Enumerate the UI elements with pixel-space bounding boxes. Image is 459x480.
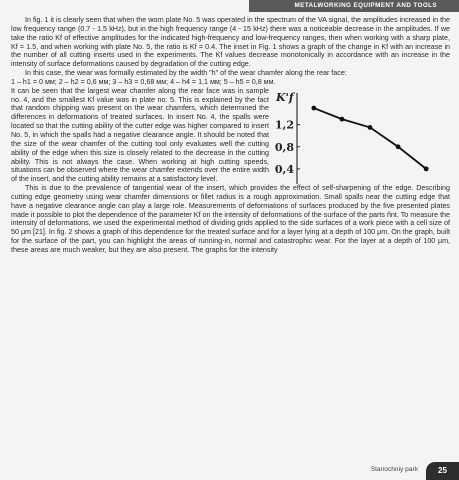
footer-brand: Stanochniy park xyxy=(370,466,418,473)
y-tick-label: 0,8 xyxy=(274,140,294,154)
wear-measurements: 1 – h1 = 0 мм; 2 – h2 = 0,6 мм; 3 – h3 = 0,68 мм; 4 – h4 = 1,1 мм; 5 – h5 = 0,8 мм. xyxy=(11,77,276,86)
kf-chart-svg xyxy=(273,87,450,184)
paragraph-4: This is due to the prevalence of tangential wear of the insert, which provides the effect of self-sharpening of the edge. Describing cutting edge geometry using wear chamfer dimensions or fillet radius is a rough approximation. Small spalls near the cutting edge that have a negative clearance angle can play a large role. Measurements of deformations of surfaces produced by the five presented plates made it possible to plot the dependence of the parameter Kf on the intensity of deformations of the surface of the parts ñnt. To measure the intensity of deformations, we used the experimental method of dividing grids applied to the side surfaces of a work piece with a cell size of 50 μm [21]. In fig. 2 shows a graph of this dependence for the treated surface and for a layer lying at a depth of 100 μm. On the graph, built for the surface of the part, you can highlight the areas of running-in, normal and catastrophic wear. For the layer at a depth of 100 μm, these areas are much weaker, but they are also present. The graphs for the intensity xyxy=(11,184,450,254)
kf-data-point xyxy=(340,116,345,121)
y-tick-label: 0,4 xyxy=(274,162,294,176)
kf-data-point xyxy=(424,166,429,171)
header-bar xyxy=(0,0,459,12)
kf-data-point xyxy=(311,105,316,110)
y-axis-label: K'f xyxy=(276,90,294,104)
page-number: 25 xyxy=(426,462,459,480)
paragraph-3: It can be seen that the largest wear chamfer along the rear face was in sample no. 4, and the smallest Kf value was in plate no. 5. This is explained by the fact that random chipping was present on the wear chamfers, which determined the differences in deformations of treated surfaces. In insert No. 4, the spalls were located so that the cutting ability of the cutter edge was higher compared to insert No. 5, in which the spalls had a negative clearance angle. It should be noted that the size of the wear chamfer of the cutting tool only evaluates well the cutting ability of the edge when this size is closely related to the decrease in the cutting ability. This is not always the case. When working at high cutting speeds, situations can be observed where the wear chamfer extends over the entire width of the insert, and the cutting ability remains at a satisfactory level. xyxy=(11,86,269,184)
kf-data-point xyxy=(368,125,373,130)
y-tick-label: 1,2 xyxy=(274,118,294,132)
paragraph-2: In this case, the wear was formally estimated by the width "h" of the wear chamfer along the rear face: xyxy=(25,69,347,78)
kf-series-line xyxy=(314,108,426,169)
text-with-chart xyxy=(11,87,450,184)
article-body xyxy=(11,16,450,255)
kf-inset-chart xyxy=(273,87,450,184)
section-title: METALWORKING EQUIPMENT AND TOOLS xyxy=(294,2,437,9)
kf-data-point xyxy=(396,144,401,149)
paragraph-1: In fig. 1 it is clearly seen that when the worn plate No. 5 was operated in the spectrum of the VA signal, the amplitudes increased in the low frequency range (0.7 - 1.5 kHz), but in the high frequency range (4 - 15 kHz) there was a noticeable decrease in the amplitudes. If we take the ratio Kf of effective amplitudes for the indicated high-frequency and low-frequency ranges, then when working with a sharp plate, Kf = 1.5, and when working with plate No. 5, the ratio is Kf = 0.4. The inset in Fig. 1 shows a graph of the change in Kf with an increase in the number of all cutting inserts used in the experiments. The Kf values decrease monotonically in accordance with an increase in the intensity of surface deformations caused by degradation of the cutting edge. xyxy=(11,16,450,69)
